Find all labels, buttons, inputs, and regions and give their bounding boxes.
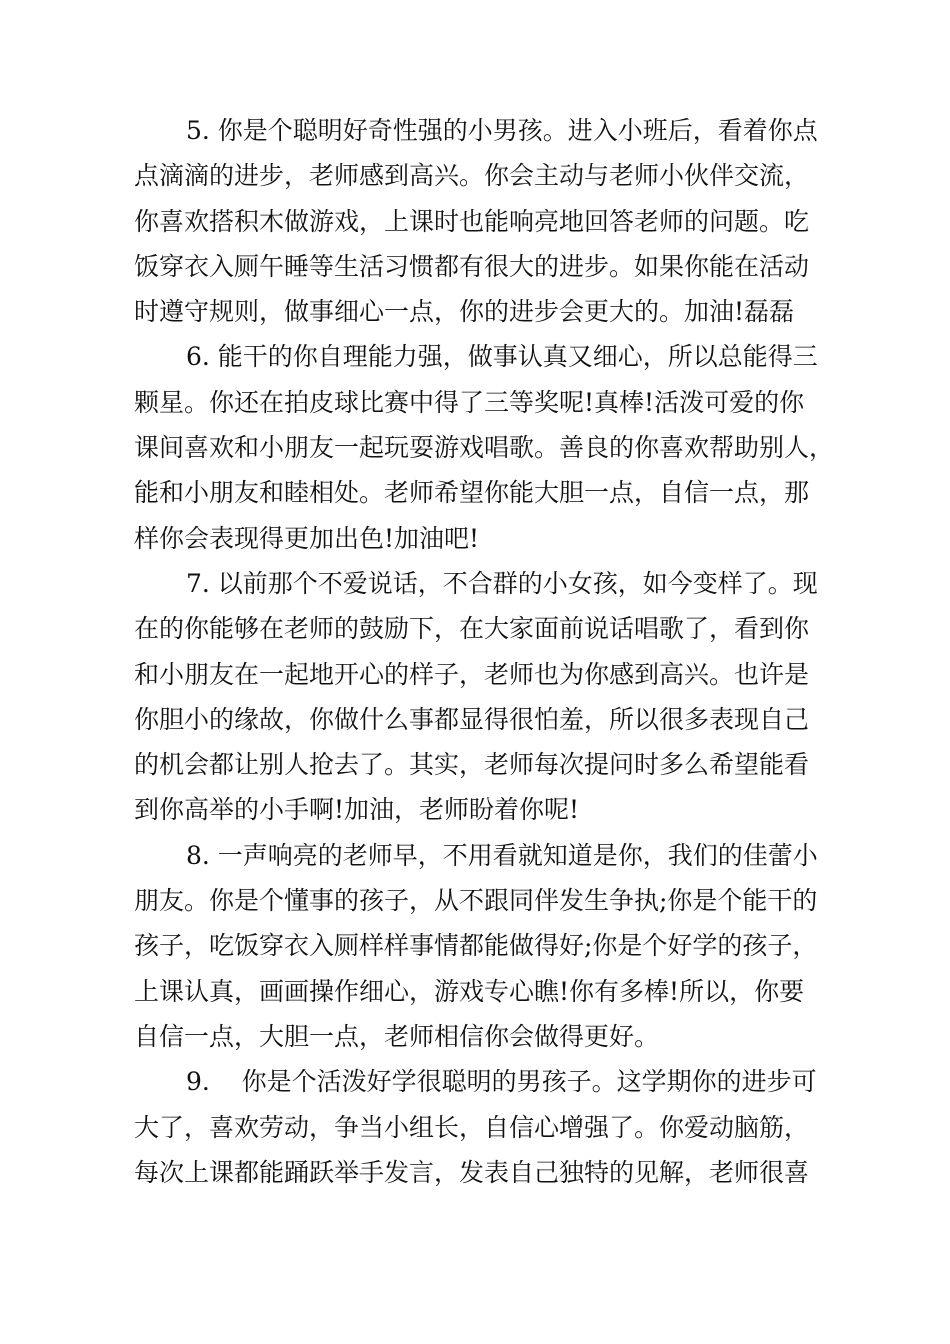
text-line: 6. 能干的你自理能力强，做事认真又细心，所以总能得三: [186, 342, 818, 372]
paragraph-5: [134, 108, 854, 334]
text-line: 朋友。你是个懂事的孩子，从不跟同伴发生争执;你是个能干的: [134, 886, 818, 916]
text-line: 样你会表现得更加出色!加油吧!: [134, 523, 480, 553]
text-line: 7. 以前那个不爱说话，不合群的小女孩，如今变样了。现: [186, 568, 818, 598]
text-line: 颗星。你还在拍皮球比赛中得了三等奖呢!真棒!活泼可爱的你: [134, 387, 805, 417]
text-line: 9. 你是个活泼好学很聪明的男孩子。这学期你的进步可: [186, 1067, 817, 1097]
text-line: 孩子，吃饭穿衣入厕样样事情都能做得好;你是个好学的孩子，: [134, 931, 818, 961]
text-line: 课间喜欢和小朋友一起玩耍游戏唱歌。善良的你喜欢帮助别人，: [134, 433, 835, 463]
paragraph-7: [134, 561, 854, 833]
text-line: 在的你能够在老师的鼓励下，在大家面前说话唱歌了，看到你: [134, 614, 810, 644]
text-line: 你胆小的缘故，你做什么事都显得很怕羞，所以很多表现自己: [134, 704, 810, 734]
paragraph-9: [134, 1059, 854, 1195]
text-line: 上课认真，画画操作细心，游戏专心瞧!你有多棒!所以，你要: [134, 976, 805, 1006]
text-line: 8. 一声响亮的老师早，不用看就知道是你，我们的佳蕾小: [186, 840, 818, 870]
text-line: 时遵守规则，做事细心一点，你的进步会更大的。加油!磊磊: [134, 297, 795, 327]
text-line: 你喜欢搭积木做游戏，上课时也能响亮地回答老师的问题。吃: [134, 206, 810, 236]
paragraph-6: [134, 334, 854, 560]
text-line: 饭穿衣入厕午睡等生活习惯都有很大的进步。如果你能在活动: [134, 251, 810, 281]
text-line: 的机会都让别人抢去了。其实，老师每次提问时多么希望能看: [134, 750, 810, 780]
text-line: 大了，喜欢劳动，争当小组长，自信心增强了。你爱动脑筋，: [134, 1112, 810, 1142]
paragraph-8: [134, 833, 854, 1059]
text-line: 点滴滴的进步，老师感到高兴。你会主动与老师小伙伴交流，: [134, 161, 810, 191]
text-line: 到你高举的小手啊!加油，老师盼着你呢!: [134, 795, 580, 825]
text-line: 和小朋友在一起地开心的样子，老师也为你感到高兴。也许是: [134, 659, 810, 689]
text-line: 每次上课都能踊跃举手发言，发表自己独特的见解，老师很喜: [134, 1157, 810, 1187]
text-line: 能和小朋友和睦相处。老师希望你能大胆一点，自信一点，那: [134, 478, 810, 508]
text-line: 自信一点，大胆一点，老师相信你会做得更好。: [134, 1021, 660, 1051]
text-line: 5. 你是个聪明好奇性强的小男孩。进入小班后，看着你点: [186, 116, 818, 145]
document-body: [134, 108, 854, 1195]
